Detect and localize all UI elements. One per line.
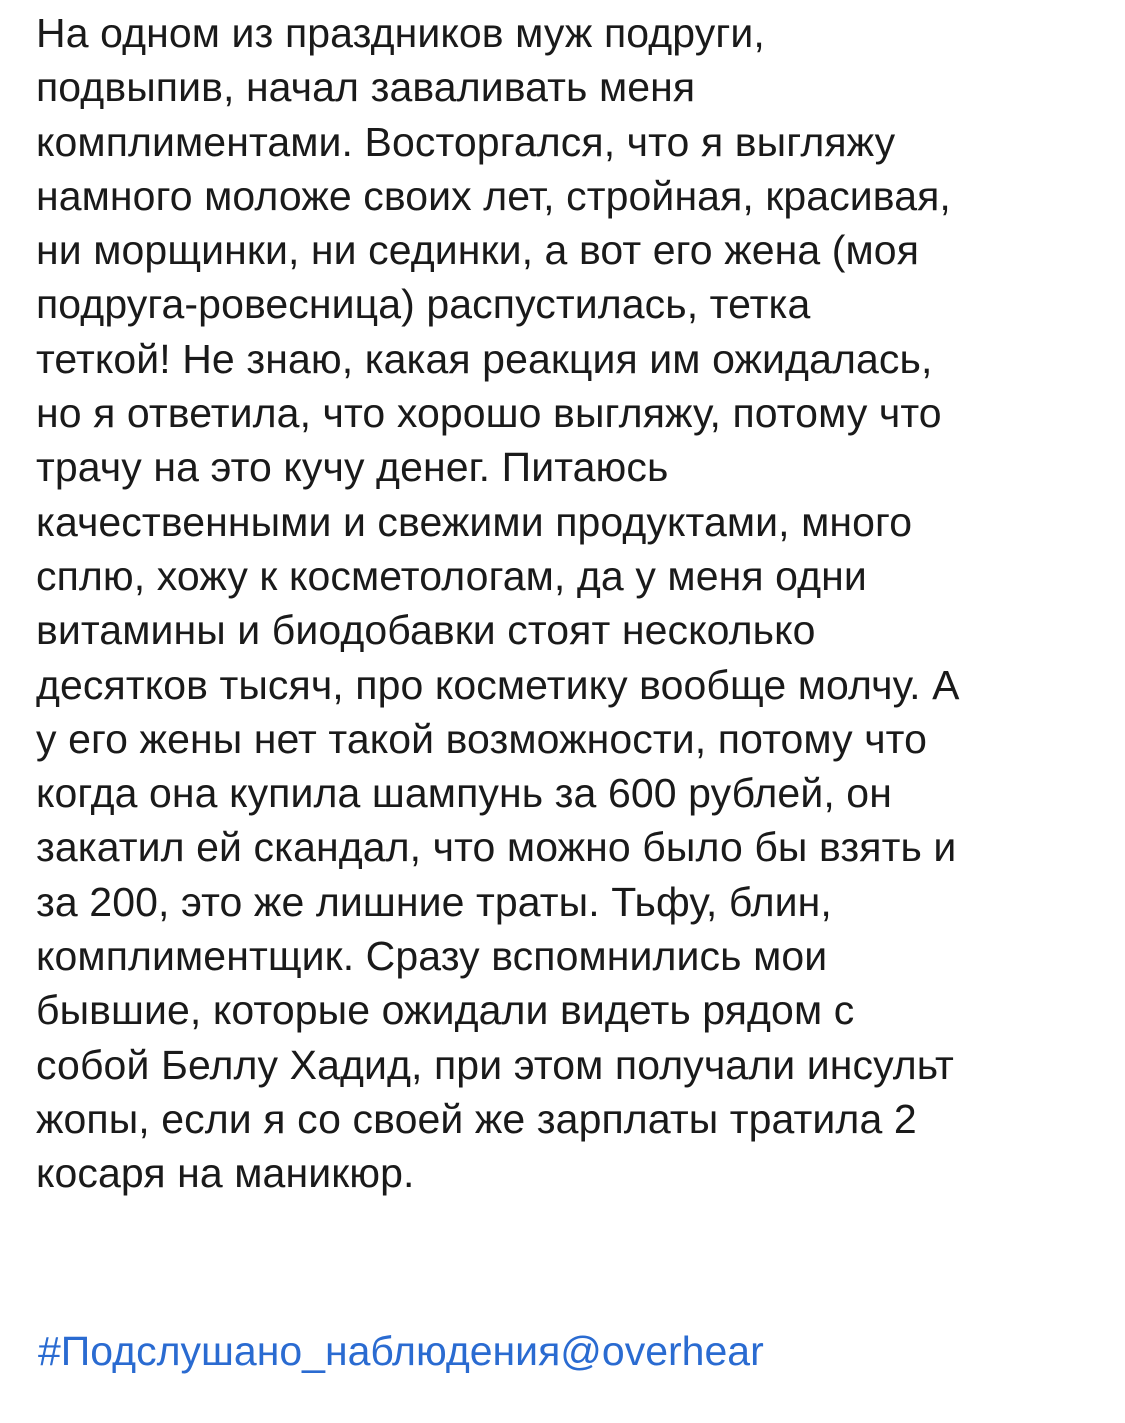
post-text-line: бывшие, которые ожидали видеть рядом с (36, 987, 855, 1034)
post-text-line: за 200, это же лишние траты. Тьфу, блин, (36, 878, 832, 925)
post-text-line: комплиментщик. Сразу вспомнились мои (36, 933, 828, 980)
post-text-line: собой Беллу Хадид, при этом получали инсульт (36, 1041, 954, 1088)
post-text-line: десятков тысяч, про косметику вообще молчу. А (36, 661, 960, 708)
hashtag-link[interactable]: #Подслушано_наблюдения@overhear (38, 1328, 764, 1374)
post-text-line: но я ответила, что хорошо выгляжу, потому что (36, 390, 942, 437)
post-text-line: ни морщинки, ни сединки, а вот его жена (моя (36, 227, 919, 274)
post-text-line: подруга-ровесница) распустилась, тетка (36, 281, 811, 328)
post-text-line: подвыпив, начал заваливать меня (36, 64, 696, 111)
post-text-line: качественными и свежими продуктами, много (36, 498, 913, 545)
post-text-line: комплиментами. Восторгался, что я выгляжу (36, 118, 896, 165)
post-text-line: косаря на маникюр. (36, 1150, 415, 1197)
post-text-line: у его жены нет такой возможности, потому что (36, 715, 928, 762)
post-text-line: На одном из праздников муж подруги, (36, 10, 765, 56)
post-text-line: витамины и биодобавки стоят несколько (36, 607, 816, 654)
post-text-line: намного моложе своих лет, стройная, красивая, (36, 172, 951, 219)
post-text-line: когда она купила шампунь за 600 рублей, он (36, 770, 892, 817)
post-text-line: сплю, хожу к косметологам, да у меня одни (36, 552, 867, 599)
post-text-line: теткой! Не знаю, какая реакция им ожидалась, (36, 335, 933, 382)
post-text-line: закатил ей скандал, что можно было бы взять и (36, 824, 957, 871)
post-text-line: трачу на это кучу денег. Питаюсь (36, 444, 669, 491)
post-text-line: жопы, если я со своей же зарплаты тратила 2 (36, 1095, 917, 1142)
post-text (36, 6, 1116, 1201)
